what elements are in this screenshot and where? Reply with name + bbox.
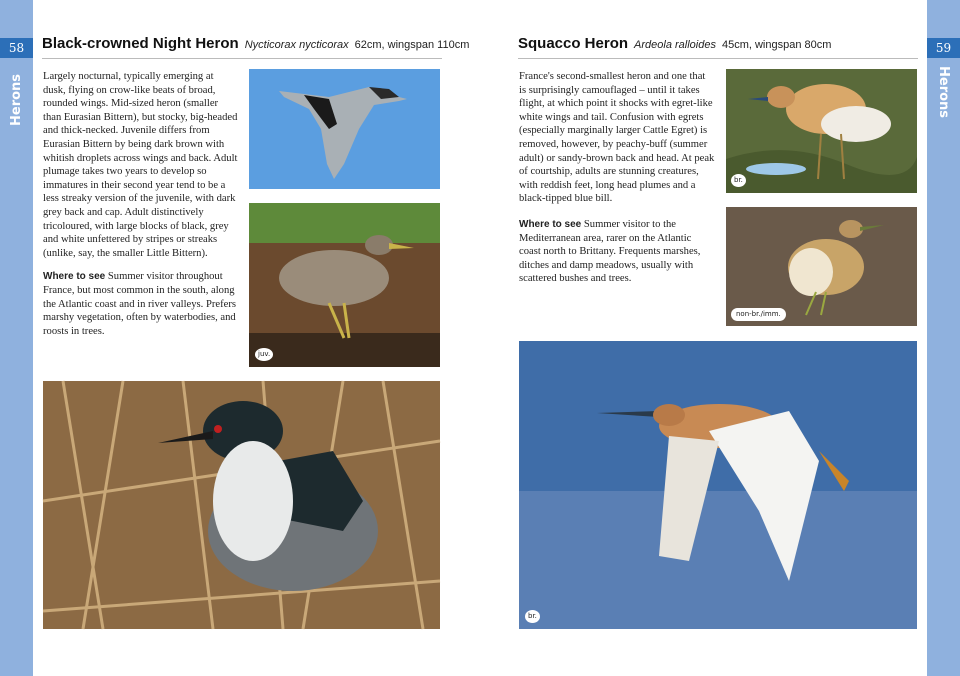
species-name: Black-crowned Night Heron: [42, 35, 239, 52]
description: Largely nocturnal, typically emerging at dusk, flying on crow-like beats of broad, rounded wings. Mid-sized heron (smaller than Eurasian Bittern), but stocky, big-headed and thick-necked. Juvenile differs from Eurasian Bittern by being dark brown with whitish droplets across wings and back. Adult plumage takes two years to develop so immatures in their second year tend to be a less streaky version of the juvenile, with dark grey back and cap. Adult distinctively tricoloured, with large blocks of black, grey and white unfettered by stripes or streaks (unlike, say, the smaller Little Bittern).: [43, 71, 238, 259]
photo-squacco-breeding: [726, 69, 917, 193]
species-text-right: [519, 70, 715, 286]
species-text-left: [43, 70, 238, 338]
photo-squacco-nonbreeding: [726, 207, 917, 326]
where-text: Summer visitor throughout France, but most common in the south, along the Atlantic coast and in river valleys. Prefers marshy vegetation, often by waterbodies, and roosts in trees.: [43, 271, 236, 337]
photo-tag-juv: juv.: [255, 348, 273, 361]
photo-night-heron-juvenile: [249, 203, 440, 367]
section-label-right: Herons: [936, 66, 951, 119]
where-to-see: [519, 218, 715, 286]
photo-squacco-flight: [519, 341, 917, 629]
where-to-see: [43, 270, 238, 338]
latin-name: Ardeola ralloides: [634, 39, 716, 51]
photo-night-heron-flight: [249, 69, 440, 189]
size-text: 45cm, wingspan 80cm: [721, 39, 832, 51]
page-number-right: 59: [927, 38, 960, 58]
species-name: Squacco Heron: [518, 35, 629, 52]
species-header-right: [518, 35, 918, 59]
photo-night-heron-adult: [43, 381, 440, 629]
size-text: 62cm, wingspan 110cm: [354, 39, 470, 51]
description: France's second-smallest heron and one that is surprisingly camouflaged – until it takes flight, at which point it shocks with egret-like white wings and tail. Confusion with egrets (especially marginally larger Cattle Egret) is removed, however, by peachy-buff (summer adult) or sandy-brown back and head. At peak of courtship, adults are stunning creatures, with reddish feet, long head plumes and a black-tipped blue bill.: [519, 71, 715, 205]
latin-name: Nycticorax nycticorax: [244, 39, 349, 51]
species-header-left: [42, 35, 470, 59]
page-number-left: 58: [0, 38, 33, 58]
where-label: Where to see: [519, 218, 582, 230]
photo-tag-nonbr: non-br./imm.: [731, 308, 786, 321]
photo-tag-br: br.: [731, 174, 746, 187]
where-label: Where to see: [43, 271, 106, 283]
photo-tag-br: br.: [525, 610, 540, 623]
section-label-left: Herons: [9, 73, 24, 126]
where-text: Summer visitor to the Mediterranean area, rarer on the Atlantic coast north to Brittany. Frequents marshes, ditches and damp meadows, usually with scattered bushes and trees.: [519, 218, 701, 285]
